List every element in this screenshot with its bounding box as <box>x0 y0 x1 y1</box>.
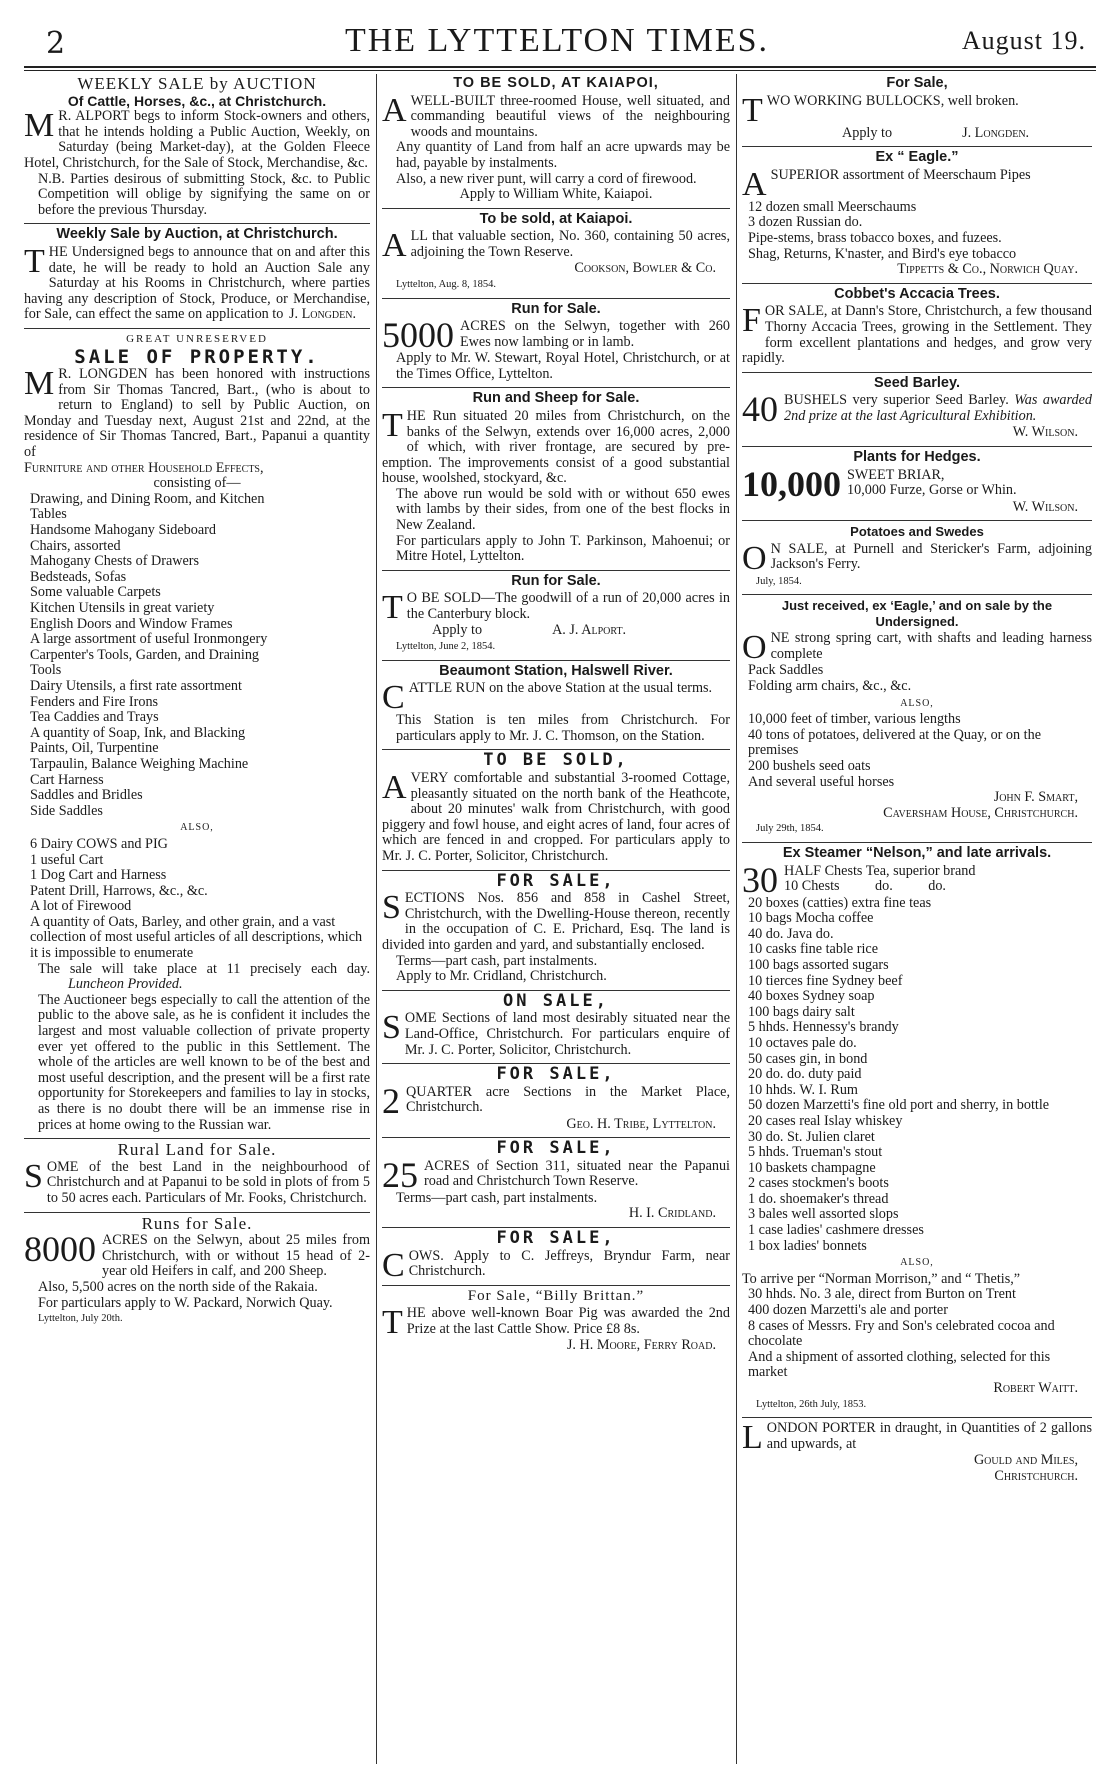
signature: A. J. Alport. <box>552 622 627 639</box>
ad-date: July, 1854. <box>756 575 802 587</box>
list-item: 400 dozen Marzetti's ale and porter <box>748 1302 948 1319</box>
separator <box>382 570 730 571</box>
separator <box>382 387 730 388</box>
list-item: 20 do. do. duty paid <box>748 1066 862 1083</box>
ad-heading: Ex Steamer “Nelson,” and late arrivals. <box>782 845 1052 861</box>
ad-body: LONDON PORTER in draught, in Quantities of 2 gallons and upwards, at <box>742 1419 1092 1457</box>
big-number: 30 <box>742 859 778 900</box>
drop-cap: A <box>742 165 767 203</box>
ad-body: SECTIONS Nos. 856 and 858 in Cashel Street, Christchurch, with the Dwelling-House thereon, recently in the occupation of C. E. Prichard, Esq. The land is divided into garden and yard, and substantially enclosed. <box>382 889 730 953</box>
ad-section-311 <box>382 1138 730 1222</box>
ad-heading: Cobbet's Accacia Trees. <box>834 285 1000 302</box>
auctioneer-note: The Auctioneer begs especially to call the attention of the public to the above sale, as he is confident it includes the largest and most valuable collection of private property ever yet offered to the public in this Settlement. The whole of the articles are well known to be of the best and most useful description, and the present will be a first rate opportunity for Storekeepers and families to lay in stocks, as there is no doubt there will be an immense rise in prices at home owing to the Russian war. <box>38 991 370 1133</box>
list-item: 40 do. Java do. <box>748 925 834 942</box>
ad-line: Apply to William White, Kaiapoi. <box>459 186 653 203</box>
list-item: A quantity of Soap, Ink, and Blacking <box>30 724 246 741</box>
signature: Cookson, Bowler & Co. <box>574 260 716 277</box>
big-number: 10,000 <box>742 463 841 504</box>
separator <box>742 283 1092 284</box>
item-list <box>24 837 370 962</box>
ad-cows <box>382 1228 730 1284</box>
separator <box>382 208 730 209</box>
signature-address: Caversham House, Christchurch. <box>883 804 1078 821</box>
drop-cap: C <box>382 1246 405 1284</box>
ad-note: N.B. Parties desirous of submitting Stock, &c. to Public Competition will oblige by signifying the same on or before the previous Thursday. <box>38 170 370 218</box>
list-item: Tables <box>30 506 67 523</box>
ad-body: T O BE SOLD—The goodwill of a run of 20,000 acres in the Canterbury block. <box>382 589 730 627</box>
ad-weekly-sale-christchurch <box>24 227 370 323</box>
ad-body: M R. ALPORT begs to inform Stock-owners and others, that he intends holding a Public Auction, Weekly, on Saturday (being Market-day), at the Golden Fleece Hotel, Christchurch, for the Sale of Stock, Merchandise, &c. <box>24 107 370 171</box>
list-item: 1 case ladies' cashmere dresses <box>748 1222 924 1239</box>
ad-body: ALL that valuable section, No. 360, containing 50 acres, adjoining the Town Reserve. <box>382 227 730 265</box>
ad-body: 10,000 SWEET BRIAR, 10,000 Furze, Gorse or Whin. <box>742 463 1017 504</box>
list-item: 200 bushels seed oats <box>748 758 871 775</box>
list-item: Pipe-stems, brass tobacco boxes, and fuzees. <box>748 229 1002 246</box>
drop-cap: T <box>382 406 403 444</box>
ad-body: M R. LONGDEN has been honored with instructions from Sir Thomas Tancred, Bart., (who is about to return to England) to sell by Public Auction, on Monday and Tuesday next, August 21st and 22nd, at the residence of Sir Thomas Tancred, Bart., Papanui a quantity of <box>24 365 370 461</box>
list-item: 40 boxes Sydney soap <box>748 988 875 1005</box>
list-item: 40 tons of potatoes, delivered at the Quay, or on the premises <box>748 726 1041 759</box>
list-item: 50 cases gin, in bond <box>748 1050 868 1067</box>
list-item: Paints, Oil, Turpentine <box>30 740 159 757</box>
big-number: 8000 <box>24 1229 96 1270</box>
ad-body: THE Run situated 20 miles from Christchurch, on the banks of the Selwyn, extends over 16,000 acres, 2,000 of which, with river frontage, are secured by pre-emption. The improvements consist of a good substantial house, woolshed, stockyard, &c. <box>382 406 730 487</box>
item-list <box>742 712 1092 790</box>
signature: J. Longden. <box>288 306 356 323</box>
separator <box>24 223 370 224</box>
list-item: English Doors and Window Frames <box>30 615 233 632</box>
separator <box>742 520 1092 521</box>
ad-heading: Potatoes and Swedes <box>850 524 984 540</box>
drop-cap: T <box>382 589 403 627</box>
separator <box>742 842 1092 843</box>
ad-body: 5000 ACRES on the Selwyn, together with 260 Ewes now lambing or in lamb. <box>382 315 730 356</box>
ad-date: Lyttelton, 26th July, 1853. <box>756 1398 867 1410</box>
drop-cap: A <box>382 227 407 265</box>
list-item: Tarpaulin, Balance Weighing Machine <box>30 755 249 772</box>
ad-date: July 29th, 1854. <box>756 823 824 835</box>
list-item: 1 do. shoemaker's thread <box>748 1190 889 1207</box>
list-item: And several useful horses <box>748 773 895 790</box>
ad-heading: Plants for Hedges. <box>853 448 981 465</box>
ad-heading: SALE OF PROPERTY. <box>74 345 320 368</box>
ad-date: Lyttelton, Aug. 8, 1854. <box>396 278 497 290</box>
signature: Tippetts & Co., Norwich Quay. <box>897 261 1078 278</box>
arrive-line: To arrive per “Norman Morrison,” and “ Thetis,” <box>742 1270 1021 1287</box>
signature: H. I. Cridland. <box>628 1205 716 1222</box>
ad-london-porter <box>742 1421 1092 1484</box>
ad-body: 25 ACRES of Section 311, situated near the Papanui road and Christchurch Town Reserve. <box>382 1154 730 1195</box>
ad-heading: Just received, ex ‘Eagle,’ and on sale by the Undersigned. <box>781 598 1053 629</box>
ad-accacia-trees <box>742 287 1092 367</box>
drop-cap: A <box>382 91 407 129</box>
list-item: 10 baskets champagne <box>748 1159 876 1176</box>
ad-body: COWS. Apply to C. Jeffreys, Bryndur Farm, near Christchurch. <box>382 1246 730 1284</box>
list-item: 5 hhds. Trueman's stout <box>748 1144 883 1161</box>
ad-heading: WEEKLY SALE by AUCTION <box>77 74 317 93</box>
ad-rural-land <box>24 1142 370 1206</box>
also-label: ALSO, <box>180 822 214 834</box>
ad-body: 8000 ACRES on the Selwyn, about 25 miles from Christchurch, with or without 15 head of 2-year old Heifers in calf, and 200 Sheep. <box>24 1229 370 1280</box>
ad-body: THE Undersigned begs to announce that on and after this date, he will be ready to hold an Auction Sale any Saturday at his Rooms in Christchurch, where parties having any description of Stock, Produce, or Merchandise, for Sale, can effect the same on application to J. Longden. <box>24 242 370 323</box>
big-number: 2 <box>382 1080 400 1121</box>
drop-cap: S <box>24 1157 43 1195</box>
list-item: Shag, Returns, K'naster, and Bird's eye tobacco <box>748 245 1017 262</box>
ad-beaumont-station <box>382 664 730 745</box>
list-item: 30 do. St. Julien claret <box>748 1128 875 1145</box>
list-item: Handsome Mahogany Sideboard <box>30 522 216 539</box>
ad-kaiapoi-house <box>382 76 730 203</box>
list-item: Tools <box>30 662 62 679</box>
ad-heading: Ex “ Eagle.” <box>875 149 959 166</box>
list-item: Patent Drill, Harrows, &c., &c. <box>30 882 208 899</box>
signature: Geo. H. Tribe, Lyttelton. <box>566 1115 716 1132</box>
list-item: 10 bags Mocha coffee <box>748 910 874 927</box>
ad-line: Also, a new river punt, will carry a cord of firewood. <box>396 170 697 187</box>
signature-address: Christchurch. <box>994 1467 1078 1484</box>
drop-cap: M <box>24 107 55 145</box>
list-item: 8 cases of Messrs. Fry and Son's celebrated cocoa and chocolate <box>748 1317 1055 1350</box>
list-item: And a shipment of assorted clothing, selected for this market <box>748 1348 1051 1381</box>
list-item: 3 dozen Russian do. <box>748 214 863 231</box>
separator <box>742 146 1092 147</box>
ad-heading: Run for Sale. <box>511 300 601 317</box>
list-item: 50 dozen Marzetti's fine old port and sherry, in bottle <box>748 1097 1050 1114</box>
ad-heading: TO BE SOLD, AT KAIAPOI, <box>453 75 659 91</box>
ad-body: 2 QUARTER acre Sections in the Market Place, Christchurch. <box>382 1080 730 1121</box>
signature: Gould and Miles, <box>973 1452 1078 1469</box>
list-item: Fenders and Fire Irons <box>30 693 159 710</box>
list-item: 1 useful Cart <box>30 851 104 868</box>
newspaper-title: THE LYTTELTON TIMES. <box>344 22 770 59</box>
ad-heading: Run for Sale. <box>511 572 601 589</box>
list-item: 10,000 feet of timber, various lengths <box>748 711 961 728</box>
separator <box>382 298 730 299</box>
signature: J. Longden. <box>962 124 1030 141</box>
ad-preheading: GREAT UNRESERVED <box>126 332 268 345</box>
ad-heading: Beaumont Station, Halswell River. <box>439 662 673 679</box>
separator <box>382 1285 730 1286</box>
column-3 <box>742 74 1092 1486</box>
separator <box>382 660 730 661</box>
ad-heading: To be sold, at Kaiapoi. <box>479 210 633 227</box>
sale-time: The sale will take place at 11 precisely each day. Luncheon Provided. <box>38 960 370 993</box>
ad-billy-brittan <box>382 1289 730 1354</box>
consisting-of: consisting of— <box>153 475 241 492</box>
list-item: Chairs, assorted <box>30 537 121 554</box>
drop-cap: S <box>382 889 401 927</box>
award-note: Was awarded 2nd prize at the last Agricultural Exhibition. <box>784 392 1092 424</box>
ad-heading: Seed Barley. <box>874 374 960 391</box>
ad-potatoes-swedes <box>742 524 1092 589</box>
ad-date: Lyttelton, June 2, 1854. <box>396 641 496 653</box>
list-item: Bedsteads, Sofas <box>30 568 127 585</box>
ad-kaiapoi-section <box>382 212 730 293</box>
ad-heading: For Sale, <box>886 75 948 91</box>
ad-body: SOME of the best Land in the neighbourhood of Christchurch and at Papanui to be sold in plots of from 5 to 50 acres each. Particulars of Mr. Fooks, Christchurch. <box>24 1157 370 1206</box>
ad-heading: TO BE SOLD, <box>483 750 629 771</box>
drop-cap: L <box>742 1419 763 1457</box>
big-number: 25 <box>382 1154 418 1195</box>
effects-heading: Furniture and other Household Effects, <box>24 459 264 476</box>
ad-line: Apply to J. Longden. <box>742 126 1092 142</box>
drop-cap: S <box>382 1009 401 1047</box>
ad-sale-of-property <box>24 332 370 1133</box>
ad-steamer-nelson <box>742 846 1092 1412</box>
big-number: 5000 <box>382 315 454 356</box>
ad-market-place-sections <box>382 1064 730 1132</box>
ad-body: 40 BUSHELS very superior Seed Barley. Was awarded 2nd prize at the last Agricultural Exhibition. <box>742 389 1092 430</box>
ad-body: AVERY comfortable and substantial 3-roomed Cottage, pleasantly situated on the north bank of the Heathcote, about 20 minutes' walk from Christchurch, with good piggery and fowl house, and eight acres of land, four acres of which are fenced in and cropped. For particulars apply to Mr. J. C. Porter, Solicitor, Christchurch. <box>382 769 730 864</box>
separator <box>24 328 370 329</box>
list-item: Some valuable Carpets <box>30 584 161 601</box>
list-item: A quantity of Oats, Barley, and other grain, and a vast collection of most useful articles of all descriptions, which it is impossible to enumerate <box>30 913 363 962</box>
also-label: ALSO, <box>900 1257 934 1269</box>
luncheon-note: Luncheon Provided. <box>68 976 183 993</box>
drop-cap: T <box>24 242 45 280</box>
separator <box>24 1138 370 1139</box>
item-list <box>742 1287 1092 1381</box>
ad-just-received-eagle <box>742 598 1092 837</box>
list-item: 12 dozen small Meerschaums <box>748 198 917 215</box>
list-item: Carpenter's Tools, Garden, and Draining <box>30 646 260 663</box>
ad-line: Apply to A. J. Alport. <box>382 623 730 639</box>
ad-run-for-sale-selwyn <box>382 302 730 383</box>
separator <box>742 1417 1092 1418</box>
ad-line: This Station is ten miles from Christchurch. For particulars apply to Mr. J. C. Thomson, on the Station. <box>396 712 730 744</box>
ad-body: SOME Sections of land most desirably situated near the Land-Office, Christchurch. For particulars enquire of Mr. J. C. Porter, Solicitor, Christchurch. <box>382 1009 730 1058</box>
separator <box>742 446 1092 447</box>
ad-meerschaum-pipes <box>742 150 1092 278</box>
list-item: Drawing, and Dining Room, and Kitchen <box>30 490 265 507</box>
ad-heading: FOR SALE, <box>496 1064 616 1085</box>
list-item: 5 hhds. Hennessy's brandy <box>748 1019 899 1036</box>
list-item: 10 casks fine table rice <box>748 941 878 958</box>
ad-run-for-sale-canterbury <box>382 574 730 655</box>
column-2 <box>382 74 730 1356</box>
list-item: 100 bags dairy salt <box>748 1003 855 1020</box>
ad-line: Also, 5,500 acres on the north side of the Rakaia. <box>38 1278 318 1295</box>
signature: J. H. Moore, Ferry Road. <box>566 1337 716 1354</box>
separator <box>742 594 1092 595</box>
big-number: 40 <box>742 389 778 430</box>
page-number: 2 <box>46 26 66 61</box>
drop-cap: A <box>382 769 407 806</box>
ad-heading: Rural Land for Sale. <box>117 1140 277 1160</box>
ad-body: ONE strong spring cart, with shafts and leading harness complete <box>742 629 1092 667</box>
ad-seed-barley <box>742 376 1092 441</box>
list-item: 2 cases stockmen's boots <box>748 1175 889 1192</box>
drop-cap: O <box>742 629 767 667</box>
item-list <box>742 896 1092 1255</box>
list-item: 30 hhds. No. 3 ale, direct from Burton on Trent <box>748 1286 1016 1303</box>
drop-cap: T <box>742 91 763 129</box>
list-item: Dairy Utensils, a first rate assortment <box>30 677 242 694</box>
ad-land-office-sections <box>382 990 730 1058</box>
ad-plants-for-hedges <box>742 450 1092 515</box>
ad-line: For particulars apply to W. Packard, Norwich Quay. <box>38 1294 333 1311</box>
item-list <box>24 492 370 819</box>
ad-subheading: Of Cattle, Horses, &c., at Christchurch. <box>67 92 327 109</box>
ad-heading: FOR SALE, <box>496 1228 616 1249</box>
item-list <box>742 200 1092 262</box>
list-item: Tea Caddies and Trays <box>30 709 159 726</box>
ad-line: For particulars apply to John T. Parkinson, Mahoenui; or Mitre Hotel, Lyttelton. <box>396 532 730 565</box>
list-item: 6 Dairy COWS and PIG <box>30 835 168 852</box>
ad-heading: For Sale, “Billy Brittan.” <box>467 1287 645 1304</box>
signature: Robert Waitt. <box>993 1380 1078 1396</box>
list-item: Folding arm chairs, &c., &c. <box>748 678 912 695</box>
ad-heading: FOR SALE, <box>496 1138 616 1159</box>
list-item: 10 octaves pale do. <box>748 1034 857 1051</box>
ad-body: TWO WORKING BULLOCKS, well broken. <box>742 91 1019 129</box>
ad-line: Terms—part cash, part instalments. <box>396 952 598 969</box>
ad-body: 30 HALF Chests Tea, superior brand 10 Chests do. do. <box>742 859 976 900</box>
item-list <box>742 663 1092 694</box>
ad-line: Any quantity of Land from half an acre upwards may be had, payable by instalments. <box>396 139 730 171</box>
ad-heading: ON SALE, <box>503 990 609 1011</box>
ad-run-and-sheep <box>382 391 730 565</box>
masthead-rule <box>24 66 1096 68</box>
ad-cottage <box>382 750 730 864</box>
drop-cap: O <box>742 539 767 577</box>
ad-weekly-sale-auction <box>24 76 370 218</box>
ad-working-bullocks <box>742 76 1092 141</box>
list-item: 20 boxes (catties) extra fine teas <box>748 894 932 911</box>
column-1 <box>24 74 370 1329</box>
drop-cap: F <box>742 302 761 340</box>
ad-body: FOR SALE, at Dann's Store, Christchurch, a few thousand Thorny Accacia Trees, growing in the Settlement. They form excellent plantations and hedges, and grow very rapidly. <box>742 302 1092 367</box>
list-item: 1 Dog Cart and Harness <box>30 867 167 884</box>
separator <box>742 372 1092 373</box>
list-item: A lot of Firewood <box>30 898 132 915</box>
ad-heading: FOR SALE, <box>496 870 616 891</box>
list-item: Pack Saddles <box>748 662 824 679</box>
list-item: 10 tierces fine Sydney beef <box>748 972 903 989</box>
masthead-rule-thin <box>24 70 1096 71</box>
drop-cap: C <box>382 679 405 717</box>
list-item: Saddles and Bridles <box>30 787 143 804</box>
ad-cashel-street-sections <box>382 870 730 985</box>
ad-heading: Weekly Sale by Auction, at Christchurch. <box>56 226 338 243</box>
column-divider <box>736 74 737 1764</box>
drop-cap: T <box>382 1304 403 1342</box>
list-item: Cart Harness <box>30 771 104 788</box>
signature: W. Wilson. <box>1012 498 1078 515</box>
list-item: 1 box ladies' bonnets <box>748 1237 867 1254</box>
ad-date: Lyttelton, July 20th. <box>38 1313 123 1325</box>
masthead <box>18 22 1096 66</box>
ad-body: AWELL-BUILT three-roomed House, well situated, and commanding beautiful views of the neighbouring woods and mountains. <box>382 91 730 140</box>
list-item: 100 bags assorted sugars <box>748 956 889 973</box>
list-item: 10 hhds. W. I. Rum <box>748 1081 858 1098</box>
list-item: 20 cases real Islay whiskey <box>748 1112 903 1129</box>
ad-runs-for-sale <box>24 1213 370 1327</box>
drop-cap: M <box>24 365 55 403</box>
separator <box>24 1212 370 1213</box>
ad-body: O N SALE, at Purnell and Stericker's Farm, adjoining Jackson's Ferry. <box>742 539 1092 577</box>
ad-line: The above run would be sold with or without 650 ewes with lambs by their sides, from one of the best flocks in New Zealand. <box>396 485 730 534</box>
list-item: Kitchen Utensils in great variety <box>30 600 215 616</box>
ad-heading: Runs for Sale. <box>141 1213 253 1233</box>
column-divider <box>376 74 377 1764</box>
issue-date: August 19. <box>961 26 1086 55</box>
also-label: ALSO, <box>900 697 934 709</box>
list-item: Side Saddles <box>30 802 103 819</box>
list-item: A large assortment of useful Ironmongery <box>30 631 268 648</box>
signature: John F. Smart, <box>993 789 1078 806</box>
ad-body: THE above well-known Boar Pig was awarded the 2nd Prize at the last Cattle Show. Price £8 8s. <box>382 1304 730 1342</box>
ad-line: Apply to Mr. Cridland, Christchurch. <box>396 968 607 985</box>
signature: W. Wilson. <box>1012 424 1078 441</box>
ad-body: ASUPERIOR assortment of Meerschaum Pipes <box>742 165 1031 203</box>
list-item: 3 bales well assorted slops <box>748 1206 899 1223</box>
ad-line: Apply to Mr. W. Stewart, Royal Hotel, Christchurch, or at the Times Office, Lyttelton. <box>396 350 730 382</box>
ad-line: Terms—part cash, part instalments. <box>396 1189 598 1206</box>
ad-heading: Run and Sheep for Sale. <box>472 390 640 407</box>
ad-body: CATTLE RUN on the above Station at the usual terms. <box>382 679 713 717</box>
list-item: Mahogany Chests of Drawers <box>30 553 200 570</box>
